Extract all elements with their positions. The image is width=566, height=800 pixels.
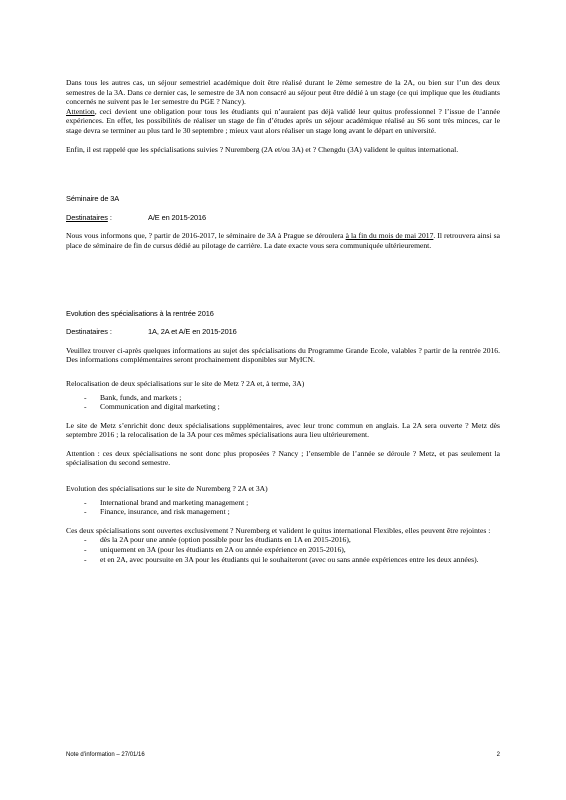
destinataires-value: 1A, 2A et A/E en 2015-2016 <box>148 327 237 337</box>
heading-metz: Relocalisation de deux spécialisations sur le site de Metz ? 2A et, à terme, 3A) <box>66 378 305 388</box>
nuremberg-specialisations-list <box>66 498 500 517</box>
attention-label: Attention <box>66 106 95 116</box>
paragraph-semestre-academique: Dans tous les autres cas, un séjour semestriel académique doit être réalisé durant le 2ème semestre de la 2A, ou bien sur l’un des deux semestres de la 3A. Dans ce dernier cas, le semestre de 3A non consacré au séjour peut être dédié à un stage (ce qui implique que les étudiants concernés ne suivent pas le 1er semestre du PGE ? Nancy). <box>66 78 500 107</box>
page-footer <box>66 752 500 758</box>
section-title-seminaire: Séminaire de 3A <box>66 194 120 204</box>
paragraph-evolution-intro: Veuillez trouver ci-après quelques informations au sujet des spécialisations du Programme Grande Ecole, valables ? partir de la rentrée 2016. Des informations complémentaires seront prochainement disponibles sur MyICN. <box>66 345 500 365</box>
destinataires-value: A/E en 2015-2016 <box>148 212 206 222</box>
list-item: - uniquement en 3A (pour les étudiants en 2A ou année expérience en 2015-2016), <box>66 545 500 555</box>
list-item: - Bank, funds, and markets ; <box>66 393 500 403</box>
document-page <box>66 78 500 564</box>
paragraph-quitus: Enfin, il est rappelé que les spécialisations suivies ? Nuremberg (2A et/ou 3A) et ? Chengdu (3A) valident le quitus international. <box>66 144 459 154</box>
seminaire-date: à la fin du mois de mai 2017 <box>345 231 434 241</box>
destinataires-label: Destinataires : <box>66 212 112 222</box>
heading-nuremberg: Evolution des spécialisations sur le site de Nuremberg ? 2A et 3A) <box>66 484 268 494</box>
paragraph-seminaire: Nous vous informons que, ? partir de 2016-2017, le séminaire de 3A à Prague se déroulera à la fin du mois de mai 2017. Il retrouvera ainsi sa place de séminaire de fin de cursus dédié au pilotage de carrière. La date exacte vous sera communiquée ultérieurement. <box>66 231 500 250</box>
section-title-evolution: Evolution des spécialisations à la rentrée 2016 <box>66 308 214 318</box>
paragraph-nuremberg: Ces deux spécialisations sont ouvertes exclusivement ? Nuremberg et valident le quitus international Flexibles, elles peuvent être rejointes : <box>66 525 491 535</box>
list-item: - International brand and marketing management ; <box>66 498 500 508</box>
metz-specialisations-list <box>66 393 500 412</box>
list-item: - et en 2A, avec poursuite en 3A pour les étudiants qui le souhaiteront (avec ou sans année expériences entre les deux années). <box>66 555 500 565</box>
paragraph-attention <box>66 107 500 136</box>
list-item: - Finance, insurance, and risk management ; <box>66 507 500 517</box>
nuremberg-options-list <box>66 535 500 564</box>
destinataires-label: Destinataires : <box>66 327 112 337</box>
list-item: - Communication and digital marketing ; <box>66 402 500 412</box>
page-number: 2 <box>496 752 500 758</box>
attention-text: , ceci devient une obligation pour tous les étudiants qui n’auraient pas déjà validé leur quitus professionnel ? l’issue de l’année expériences. En effet, les possibilités de réaliser un stage de fin d’études après un séjour académique réalisé au S6 sont très minces, car le stage devra se terminer au plus tard le 30 septembre ; mieux vaut alors réaliser un stage long avant le départ en université. <box>66 106 500 135</box>
paragraph-metz-1: Le site de Metz s’enrichit donc deux spécialisations supplémentaires, avec leur tronc commun en anglais. La 2A sera ouverte ? Metz dès septembre 2016 ; la relocalisation de la 3A pour ces mêmes spécialisations aura lieu ultérieurement. <box>66 420 500 440</box>
footer-note: Note d’information – 27/01/16 <box>66 752 145 758</box>
evolution-destinataires <box>66 327 500 337</box>
paragraph-metz-2: Attention : ces deux spécialisations ne sont donc plus proposées ? Nancy ; l’ensemble de l’année se déroule ? Metz, et pas seulement la spécialisation du second semestre. <box>66 448 500 468</box>
seminaire-destinataires <box>66 213 500 223</box>
list-item: - dès la 2A pour une année (option possible pour les étudiants en 1A en 2015-2016), <box>66 535 500 545</box>
